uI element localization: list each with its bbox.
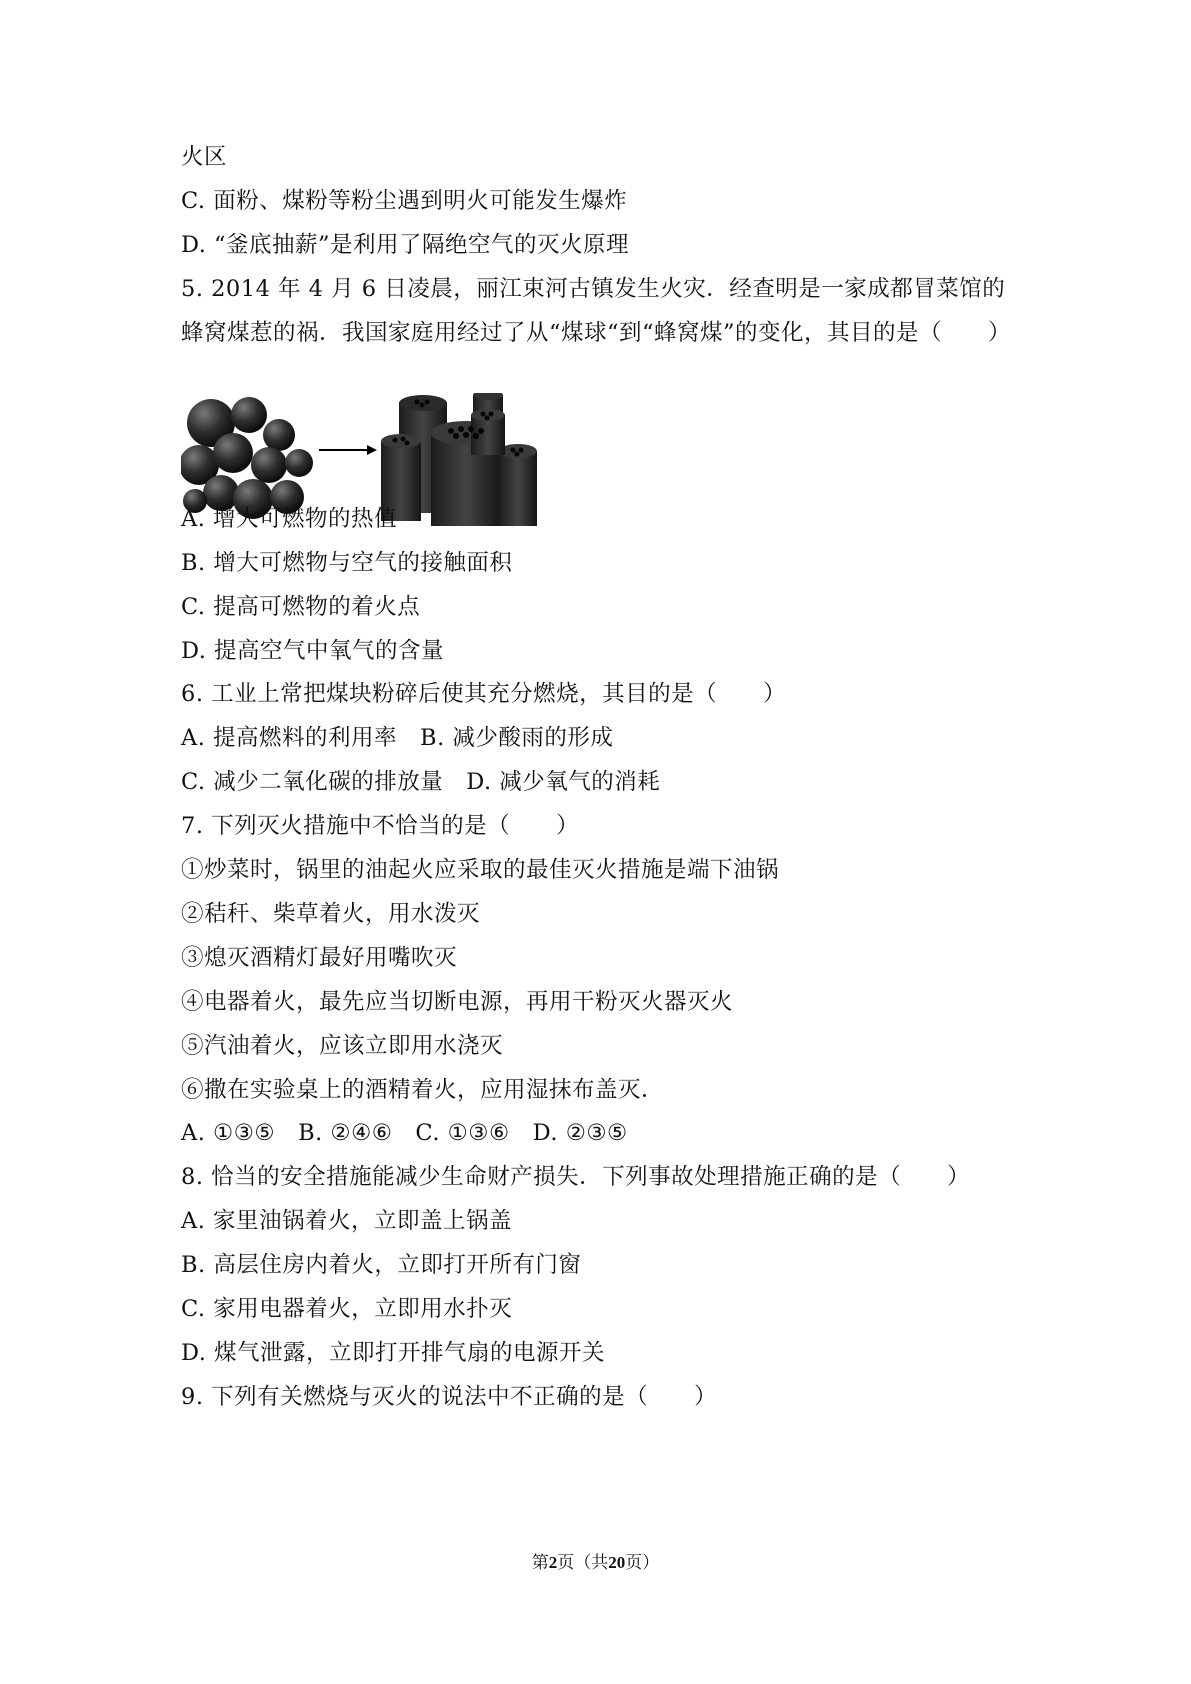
option-c: C. 面粉、煤粉等粉尘遇到明火可能发生爆炸 — [181, 188, 628, 214]
honeycomb-coal — [381, 393, 537, 526]
question-6-stem: 6. 工业上常把煤块粉碎后使其充分燃烧，其目的是（ ） — [181, 681, 787, 707]
option-c: C. 提高可燃物的着火点 — [181, 594, 421, 620]
question-8-stem: 8. 恰当的安全措施能减少生命财产损失．下列事故处理措施正确的是（ ） — [181, 1164, 971, 1190]
option-b: B. 高层住房内着火，立即打开所有门窗 — [181, 1252, 582, 1278]
statement-2: ②秸秆、柴草着火，用水泼灭 — [181, 901, 481, 927]
question-7-stem: 7. 下列灭火措施中不恰当的是（ ） — [181, 813, 580, 839]
arrow-icon — [319, 445, 377, 455]
option-a: A. 增大可燃物的热值 — [181, 506, 398, 532]
question-5-stem-cont: 蜂窝煤惹的祸．我国家庭用经过了从“煤球“到“蜂窝煤”的变化，其目的是（ ） — [181, 320, 1012, 346]
statement-5: ⑤汽油着火，应该立即用水浇灭 — [181, 1033, 504, 1059]
option-d: D. “釜底抽薪”是利用了隔绝空气的灭火原理 — [181, 232, 630, 258]
footer-mid: 页（共 — [557, 1553, 609, 1573]
footer-suffix: 页） — [625, 1553, 660, 1573]
option-c: C. 家用电器着火，立即用水扑灭 — [181, 1296, 513, 1322]
question-5-stem: 5. 2014 年 4 月 6 日凌晨，丽江束河古镇发生火灾．经查明是一家成都冒菜馆的 — [181, 276, 1006, 302]
text-line: 火区 — [181, 144, 228, 170]
total-pages: 20 — [608, 1553, 626, 1572]
coal-balls-pile — [181, 397, 313, 519]
footer-prefix: 第 — [531, 1553, 549, 1573]
question-6-options-cd: C. 减少二氧化碳的排放量 D. 减少氧气的消耗 — [181, 769, 661, 795]
page-number: 2 — [548, 1553, 558, 1572]
page-footer — [0, 1548, 1191, 1573]
question-9-stem: 9. 下列有关燃烧与灭火的说法中不正确的是（ ） — [181, 1384, 718, 1410]
option-d: D. 煤气泄露，立即打开排气扇的电源开关 — [181, 1340, 606, 1366]
question-7-options: A. ①③⑤ B. ②④⑥ C. ①③⑥ D. ②③⑤ — [181, 1120, 628, 1146]
question-6-options-ab: A. 提高燃料的利用率 B. 减少酸雨的形成 — [181, 725, 614, 751]
statement-3: ③熄灭酒精灯最好用嘴吹灭 — [181, 945, 458, 971]
option-a: A. 家里油锅着火，立即盖上锅盖 — [181, 1208, 513, 1234]
statement-6: ⑥撒在实验桌上的酒精着火，应用湿抹布盖灭． — [181, 1077, 665, 1103]
option-b: B. 增大可燃物与空气的接触面积 — [181, 550, 513, 576]
statement-1: ①炒菜时，锅里的油起火应采取的最佳灭火措施是端下油锅 — [181, 857, 780, 883]
option-d: D. 提高空气中氧气的含量 — [181, 638, 445, 664]
statement-4: ④电器着火，最先应当切断电源，再用干粉灭火器灭火 — [181, 989, 734, 1015]
